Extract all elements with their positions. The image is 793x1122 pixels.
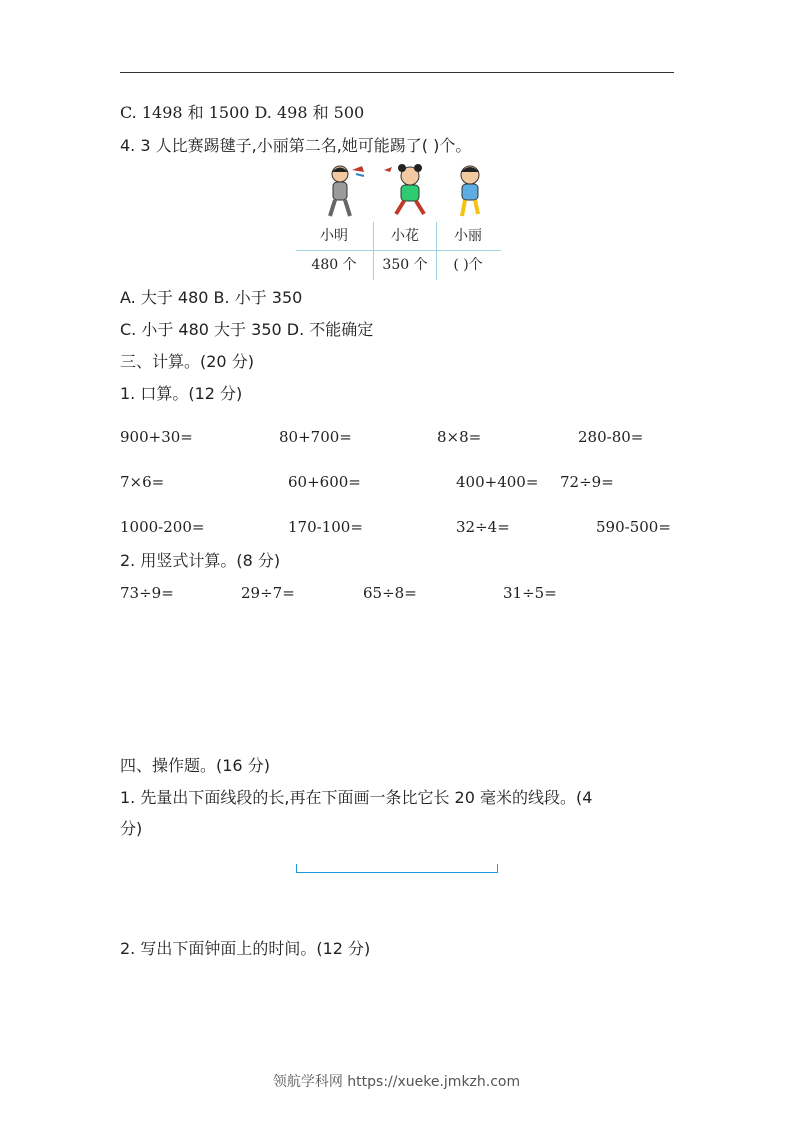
oral-calc: 60+600=	[288, 473, 361, 491]
q4-table	[296, 222, 501, 280]
oral-calc: 8×8=	[437, 428, 482, 446]
oral-calc: 590-500=	[596, 518, 671, 536]
table-name-xiaoming: 小明	[320, 228, 348, 244]
section3-q2-title: 2. 用竖式计算。(8 分)	[120, 551, 281, 570]
oral-calc: 900+30=	[120, 428, 193, 446]
table-name-xiaohua: 小花	[391, 228, 419, 244]
oral-calc: 1000-200=	[120, 518, 205, 536]
oral-calc: 170-100=	[288, 518, 363, 536]
table-name-xiaoli: 小丽	[454, 228, 482, 244]
table-count-xiaoming: 480 个	[311, 257, 357, 273]
q4-option-cd: C. 小于 480 大于 350 D. 不能确定	[120, 320, 374, 339]
section4-q1-line1: 1. 先量出下面线段的长,再在下面画一条比它长 20 毫米的线段。(4	[120, 788, 593, 807]
section4-q1-line2: 分)	[120, 819, 143, 838]
measure-segment	[296, 864, 498, 873]
section3-q1-title: 1. 口算。(12 分)	[120, 384, 243, 403]
vertical-calc: 29÷7=	[241, 584, 295, 602]
vertical-calc: 31÷5=	[503, 584, 557, 602]
xiaoming-figure-icon	[318, 162, 378, 222]
top-rule	[120, 72, 674, 73]
xiaoli-figure-icon	[442, 162, 502, 222]
oral-calc: 7×6=	[120, 473, 165, 491]
q4-question: 4. 3 人比赛踢毽子,小丽第二名,她可能踢了( )个。	[120, 136, 472, 155]
table-count-xiaoli: ( )个	[453, 257, 483, 273]
oral-calc: 280-80=	[578, 428, 644, 446]
q3-option-cd: C. 1498 和 1500 D. 498 和 500	[120, 103, 365, 122]
q4-option-ab: A. 大于 480 B. 小于 350	[120, 288, 303, 307]
oral-calc: 80+700=	[279, 428, 352, 446]
kids-illustration	[296, 162, 501, 224]
section4-title: 四、操作题。(16 分)	[120, 756, 270, 775]
vertical-calc: 65÷8=	[363, 584, 417, 602]
q4-figure	[296, 162, 501, 280]
section4-q2-title: 2. 写出下面钟面上的时间。(12 分)	[120, 939, 371, 958]
page-footer: 领航学科网 https://xueke.jmkzh.com	[272, 1074, 521, 1090]
xiaohua-figure-icon	[380, 162, 440, 222]
vertical-calc: 73÷9=	[120, 584, 174, 602]
table-count-xiaohua: 350 个	[382, 257, 428, 273]
section3-title: 三、计算。(20 分)	[120, 352, 254, 371]
oral-calc: 72÷9=	[560, 473, 614, 491]
oral-calc: 32÷4=	[456, 518, 510, 536]
oral-calc: 400+400=	[456, 473, 539, 491]
